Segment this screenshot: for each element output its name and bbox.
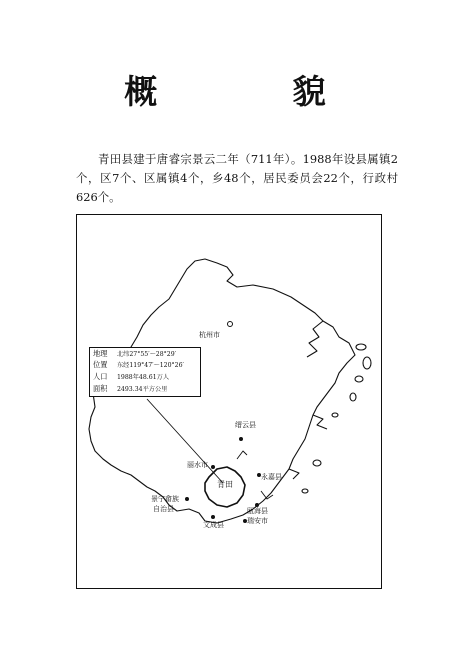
info-value: 2493.34平方公里 xyxy=(117,386,168,393)
label-ouhai: 瓯海县 xyxy=(247,507,268,515)
info-value: 1988年48.61万人 xyxy=(117,374,170,381)
label-jingning-line1: 景宁畲族 xyxy=(151,495,179,503)
page-title: 概 貌 xyxy=(124,72,388,111)
info-callout-box xyxy=(89,347,201,397)
zhejiang-outline-map xyxy=(77,215,383,590)
intro-paragraph xyxy=(76,150,398,207)
info-row-location-lon xyxy=(93,360,184,371)
info-value: 北纬27°55′～28°29′ xyxy=(117,351,177,358)
jingning-marker xyxy=(185,497,189,501)
label-lishui: 丽水市 xyxy=(187,461,208,469)
label-qingtian: 青田 xyxy=(217,480,233,489)
hangzhou-marker xyxy=(227,321,233,327)
lishui-marker xyxy=(211,465,215,469)
wencheng-marker xyxy=(211,515,215,519)
label-hangzhou: 杭州市 xyxy=(199,331,220,339)
info-value: 东经119°47′～120°26′ xyxy=(117,362,184,369)
label-ruian: 瑞安市 xyxy=(247,517,268,525)
info-key: 位置 xyxy=(93,360,108,369)
label-yongjia: 永嘉县 xyxy=(261,473,282,481)
intro-line-1: 青田县建于唐睿宗景云二年（711年）。1988年设县属镇2个， xyxy=(76,152,398,185)
info-row-area xyxy=(93,384,167,395)
intro-line-2: 区7个、区属镇4个，乡48个，居民委员会22个，行政村626个。 xyxy=(76,171,398,204)
info-key: 人口 xyxy=(93,372,108,381)
info-key: 面积 xyxy=(93,384,108,393)
jinyun-marker xyxy=(239,437,243,441)
label-jinyun: 缙云县 xyxy=(235,421,256,429)
info-row-population xyxy=(93,372,169,383)
info-key: 地理 xyxy=(93,349,108,358)
info-row-location-lat xyxy=(93,349,176,360)
map-figure xyxy=(76,214,382,589)
label-jingning-line2: 自治县 xyxy=(153,505,174,513)
label-wencheng: 文成县 xyxy=(203,521,224,529)
